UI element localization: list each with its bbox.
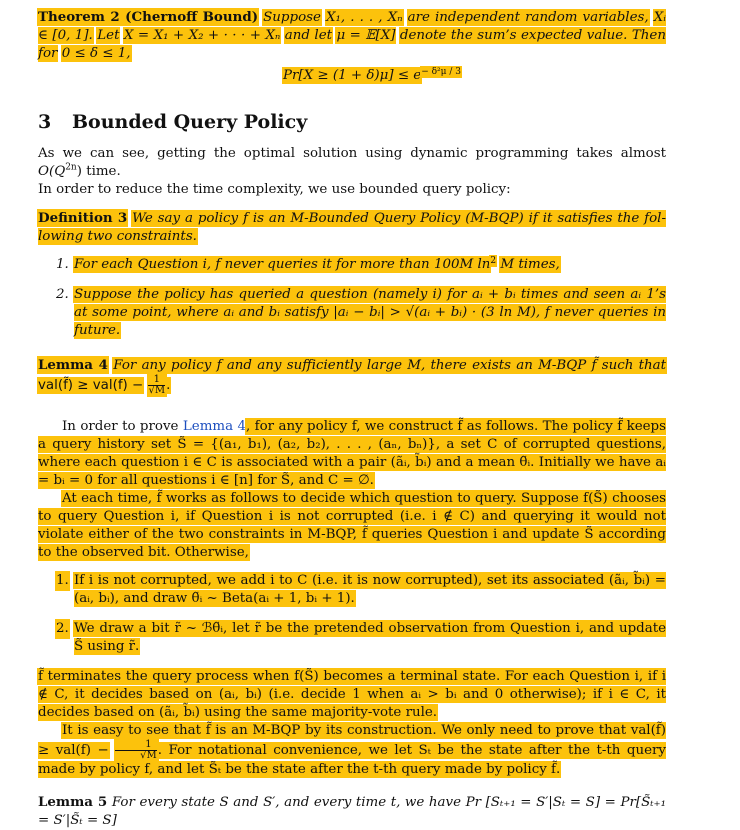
theorem-2: Theorem 2 (Chernoff Bound) Suppose X₁, . . . , Xₙ are independent random variables, Xᵢ ∈ [0, 1]. Let X = X₁ + X₂ + · · · + Xₙ and let μ = 𝔼[X] denote the sum’s expected value. Then for 0 ≤ δ ≤ 1,: [38, 9, 666, 61]
constraint-1: 1. For each Question i, f never queries it for more than 100M $\ln^2 M$ times,: [56, 255, 560, 272]
section-intro: As we can see, getting the optimal solution using dynamic programming takes almost $O(Q^{2n})$ time. In order to reduce the time complexity, we use bounded query policy:: [38, 146, 666, 197]
proof-steps: [38, 572, 666, 656]
proof-step-1: 1. If i is not corrupted, we add i to C (i.e. it is now corrupted), set its associated (ãᵢ, b̃ᵢ) = (aᵢ, bᵢ), and draw θ̃ᵢ ~ Beta(aᵢ + 1, bᵢ + 1).: [56, 573, 666, 606]
section-heading: 3 Bounded Query Policy: [38, 111, 308, 133]
definition-constraints: [38, 256, 666, 340]
lemma4-fraction: $\frac{1}{√M}$: [148, 374, 166, 396]
lemma-4-link[interactable]: Lemma 4: [182, 419, 246, 434]
proof-paragraph-2: At each time, f̃ works as follows to decide which question to query. Suppose f(S̃) chooses to query Question i, if Question i is not corrupted (i.e. i ∉ C) and querying it would not violate either of the two constraints in M-BQP, f̃ queries Question i and update S̃ according to the observed bit. Otherwise,: [38, 491, 666, 560]
proof-paragraph-3: f̃ terminates the query process when f(S̃) becomes a terminal state. For each Question i, if i ∉ C, it decides based on (aᵢ, bᵢ) (i.e. decide 1 when aᵢ > bᵢ and 0 otherwise); if i ∈ C, it decides based on (ãᵢ, b̃ᵢ) using the same majority-vote rule.: [38, 669, 666, 720]
proof-step-2: 2. We draw a bit r̃ ~ ℬθ̃ᵢ, let r̃ be the pretended observation from Question i, and update S̃ using r̃.: [56, 621, 666, 654]
proof-paragraph-1: In order to prove Lemma 4, for any policy f, we construct f̃ as follows. The policy f̃ keeps a query history set S̃ = {(a₁, b₁), (a₂, b₂), . . . , (aₙ, bₙ)}, a set C of corrupted questions, where each question i ∈ C is associated with a pair (ãᵢ, b̃ᵢ) and a mean θ̃ᵢ. Initially we have aᵢ = bᵢ = 0 for all questions i ∈ [n] for S̃, and C = ∅.: [38, 419, 666, 488]
definition-3: Definition 3 We say a policy f is an M-Bounded Query Policy (M-BQP) if it satisfies the fol- lowing two constraints.: [38, 210, 666, 244]
chernoff-bound-equation: $Pr[X \ge (1 + \delta)\mu] \le e^{- \delta^2\mu / 3}$: [282, 66, 461, 83]
lemma-4: Lemma 4 For any policy f and any sufficiently large M, there exists an M-BQP f̃ such that val(f̃) ≥ val(f) − $\frac{1}{√M}$ .: [38, 357, 667, 396]
lemma-5: Lemma 5 For every state S and S′, and every time t, we have Pr [Sₜ₊₁ = S′|Sₜ = S] = Pr[S̃ₜ₊₁ = S′|S̃ₜ = S]: [38, 794, 666, 828]
theorem-label: Theorem 2 (Chernoff Bound): [38, 9, 259, 25]
constraint-2: 2. Suppose the policy has queried a question (namely i) for aᵢ + bᵢ times and seen aᵢ 1’s at some point, where aᵢ and bᵢ satisfy |aᵢ − bᵢ| > √(aᵢ + bᵢ) · (3 ln M), f never queries in future.: [56, 287, 666, 338]
paper-page: [38, 8, 666, 830]
proof-fraction: $\frac{1}{√M}$: [115, 740, 158, 761]
proof-paragraph-4: It is easy to see that f̃ is an M-BQP by its construction. We only need to prove that val(f̃) ≥ val(f) − $\frac{1}{√M}$ . For notational convenience, we let Sₜ be the state after the t-th query made by policy f, and let S̃ₜ be the state after the t-th query made by policy f̃.: [38, 723, 666, 777]
